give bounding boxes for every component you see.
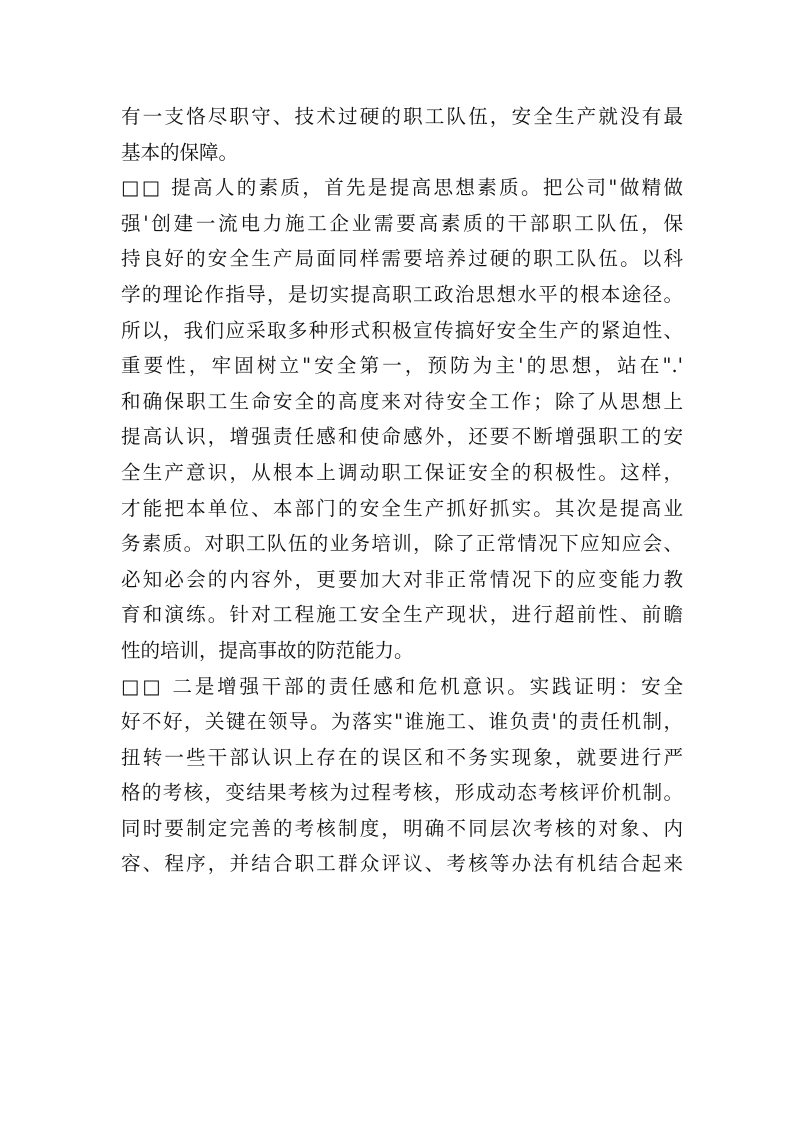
text-line: 学的理论作指导，是切实提高职工政治思想水平的根本途径。 <box>121 282 683 306</box>
text-line: 有一支恪尽职守、技术过硬的职工队伍，安全生产就没有最 <box>121 105 683 128</box>
text-line: □□ 提高人的素质，首先是提高思想素质。把公司"做精做 <box>121 176 683 200</box>
text-line: 才能把本单位、本部门的安全生产抓好抓实。其次是提高业 <box>121 496 683 520</box>
text-line: 提高认识，增强责任感和使命感外，还要不断增强职工的安 <box>121 425 683 449</box>
text-line: 全生产意识，从根本上调动职工保证安全的积极性。这样， <box>121 460 683 484</box>
text-line: 务素质。对职工队伍的业务培训，除了正常情况下应知应会、 <box>121 532 683 556</box>
text-line: 必知必会的内容外，更要加大对非正常情况下的应变能力教 <box>121 567 683 591</box>
text-line: 重要性，牢固树立"安全第一，预防为主'的思想，站在".' <box>121 354 683 378</box>
text-line: 基本的保障。 <box>121 140 239 164</box>
text-line: 强'创建一流电力施工企业需要高素质的干部职工队伍，保 <box>121 211 683 235</box>
text-line: 性的培训，提高事故的防范能力。 <box>121 638 414 662</box>
text-line: 持良好的安全生产局面同样需要培养过硬的职工队伍。以科 <box>121 247 683 271</box>
text-line: 所以，我们应采取多种形式积极宣传搞好安全生产的紧迫性、 <box>121 318 683 342</box>
text-line: 同时要制定完善的考核制度，明确不同层次考核的对象、内 <box>121 816 683 840</box>
text-line: 好不好，关键在领导。为落实"谁施工、谁负责'的责任机制， <box>121 710 683 734</box>
text-line: 格的考核，变结果考核为过程考核，形成动态考核评价机制。 <box>121 781 683 805</box>
document-body-text <box>121 99 683 882</box>
text-line: □□ 二是增强干部的责任感和危机意识。实践证明：安全 <box>121 674 683 698</box>
text-line: 育和演练。针对工程施工安全生产现状，进行超前性、前瞻 <box>121 603 683 627</box>
text-line: 容、程序，并结合职工群众评议、考核等办法有机结合起来 <box>121 852 683 876</box>
text-line: 和确保职工生命安全的高度来对待安全工作；除了从思想上 <box>121 389 683 413</box>
text-line: 扭转一些干部认识上存在的误区和不务实现象，就要进行严 <box>121 745 683 769</box>
